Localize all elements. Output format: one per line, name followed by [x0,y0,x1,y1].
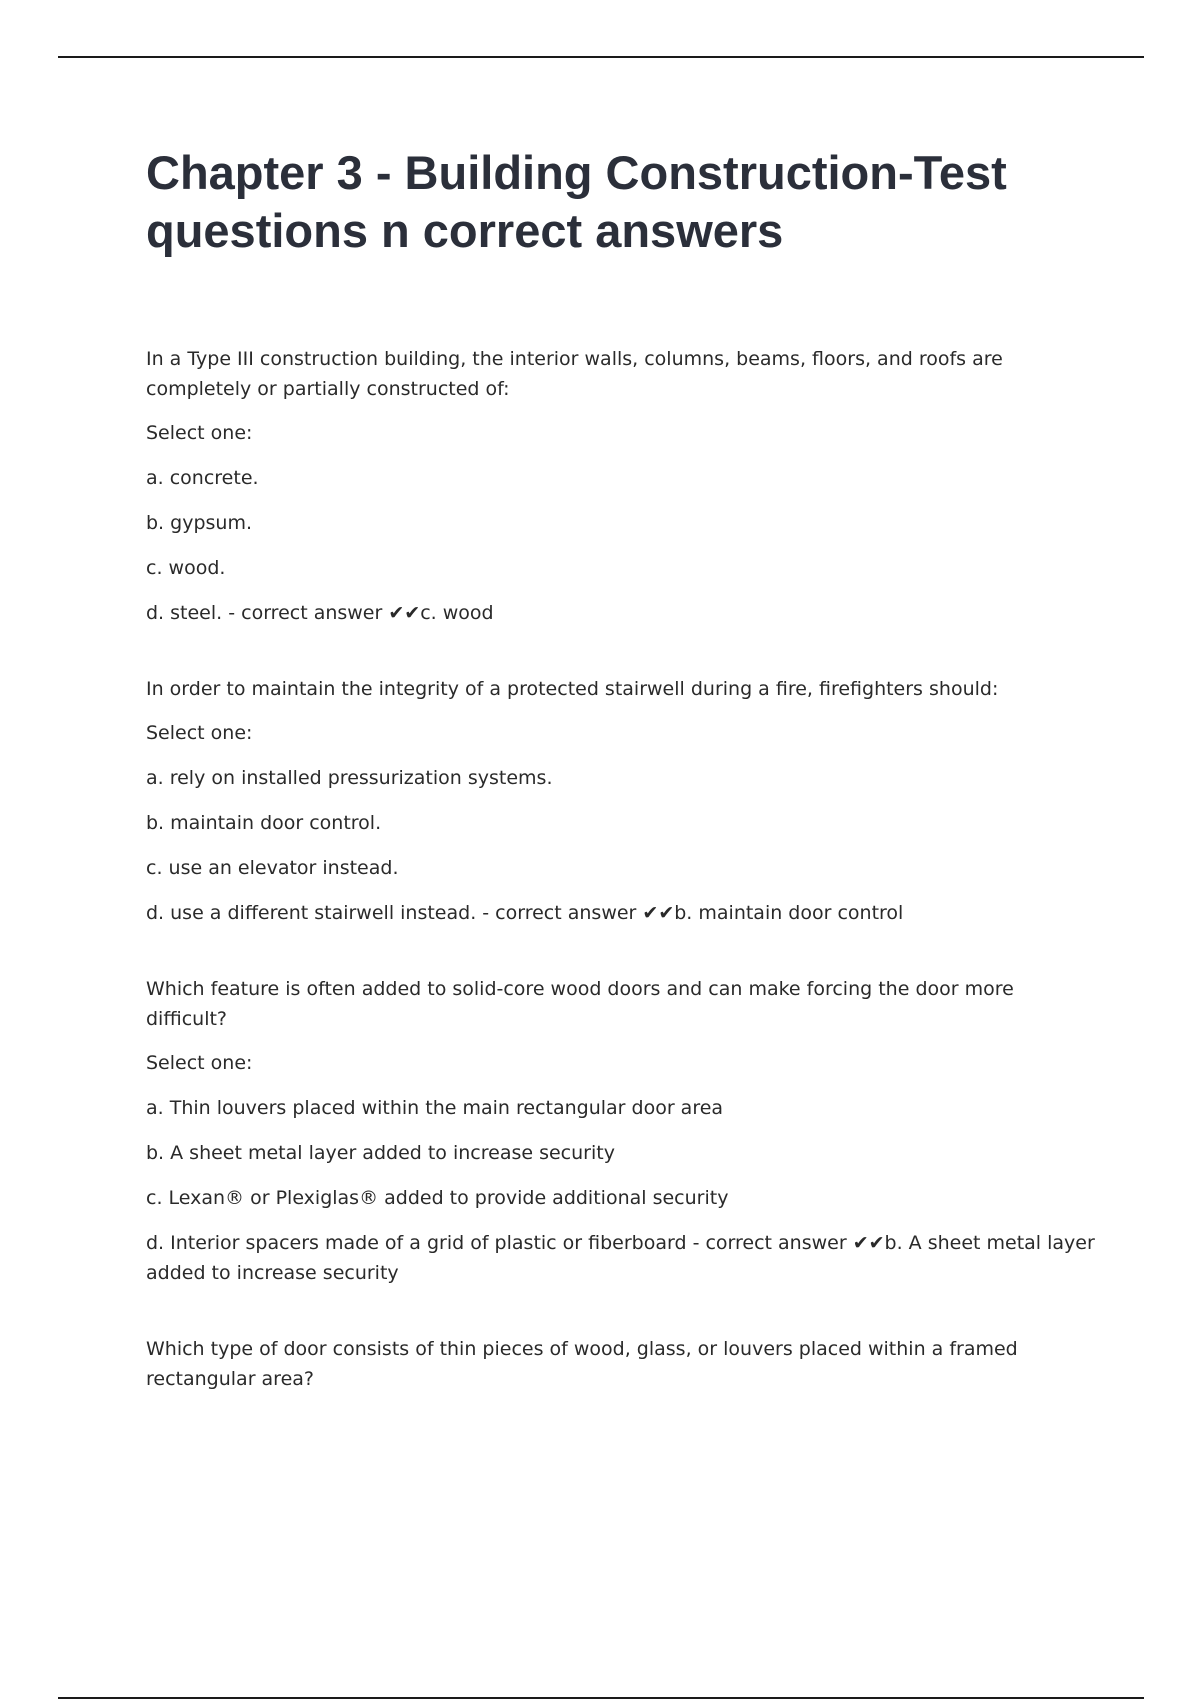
select-one-prompt: Select one: [146,722,253,744]
answer-option-a: a. concrete. [146,467,259,489]
answer-option-c: c. wood. [146,557,226,579]
answer-option-a: a. Thin louvers placed within the main rectangular door area [146,1097,724,1119]
question-block-2 [146,674,1096,928]
answer-option-d-with-correct-answer: d. steel. - correct answer ✔✔c. wood [146,602,494,624]
question-text: Which type of door consists of thin pieces of wood, glass, or louvers placed within a framed rectangular area? [146,1338,1018,1390]
bottom-rule [58,1697,1144,1699]
select-one-prompt: Select one: [146,422,253,444]
question-text: Which feature is often added to solid-core wood doors and can make forcing the door more difficult? [146,978,1014,1030]
answer-option-c: c. Lexan® or Plexiglas® added to provide additional security [146,1187,729,1209]
page-title: Chapter 3 - Building Construction-Test questions n correct answers [146,146,1007,257]
question-block-1 [146,344,1096,628]
answer-option-b: b. A sheet metal layer added to increase security [146,1142,615,1164]
question-text: In a Type III construction building, the interior walls, columns, beams, floors, and roofs are completely or partially constructed of: [146,348,1003,400]
question-block-4 [146,1334,1096,1394]
top-rule [58,56,1144,58]
answer-option-d-with-correct-answer: d. Interior spacers made of a grid of plastic or fiberboard - correct answer ✔✔b. A sheet metal layer added to increase security [146,1232,1095,1284]
answer-option-b: b. gypsum. [146,512,252,534]
question-text: In order to maintain the integrity of a protected stairwell during a fire, firefighters should: [146,678,999,700]
document-body [146,344,1096,1440]
question-block-3 [146,974,1096,1288]
answer-option-d-with-correct-answer: d. use a different stairwell instead. - correct answer ✔✔b. maintain door control [146,902,904,924]
answer-option-a: a. rely on installed pressurization systems. [146,767,553,789]
answer-option-c: c. use an elevator instead. [146,857,399,879]
select-one-prompt: Select one: [146,1052,253,1074]
answer-option-b: b. maintain door control. [146,812,382,834]
